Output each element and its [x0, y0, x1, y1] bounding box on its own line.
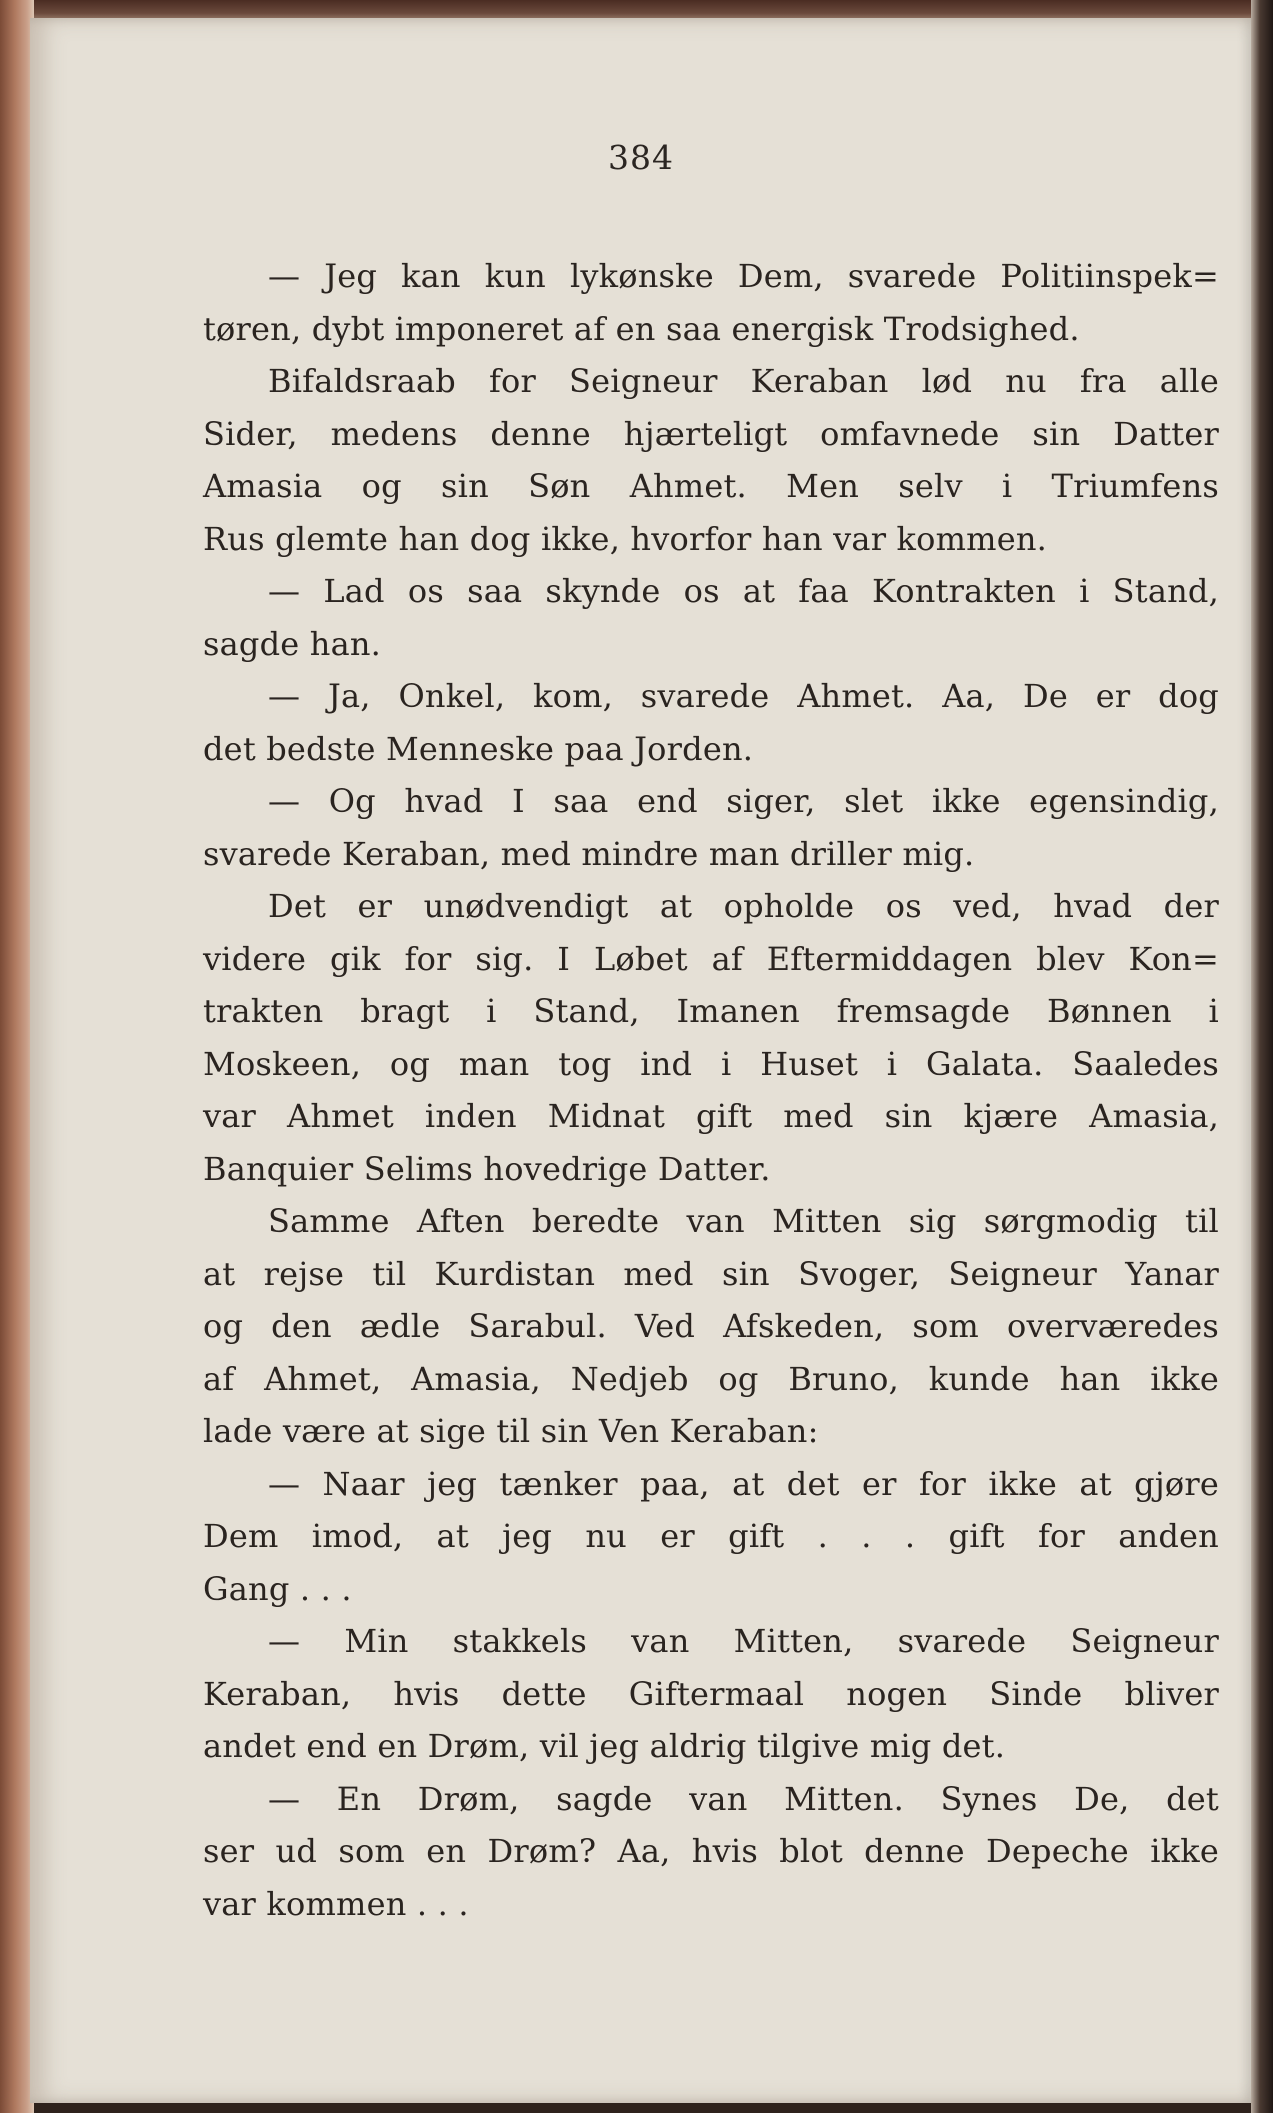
book-page — [30, 18, 1252, 2103]
text-line: Gang . . . — [203, 1569, 352, 1608]
text-line: det bedste Menneske paa Jorden. — [203, 729, 754, 768]
text-line: at rejse til Kurdistan med sin Svoger, Seigneur Yanar — [203, 1254, 1219, 1293]
text-line: Keraban, hvis dette Giftermaal nogen Sinde bliver — [203, 1674, 1219, 1713]
text-line: trakten bragt i Stand, Imanen fremsagde Bønnen i — [203, 992, 1219, 1030]
text-line: videre gik for sig. I Løbet af Eftermiddagen blev Kon= — [203, 939, 1219, 978]
text-line: var kommen . . . — [203, 1884, 469, 1923]
text-line: Samme Aften beredte van Mitten sig sørgmodig til — [268, 1202, 1219, 1240]
text-line: var Ahmet inden Midnat gift med sin kjære Amasia, — [203, 1097, 1219, 1135]
book-spine-edge — [0, 0, 34, 2113]
body-text — [203, 250, 1219, 1930]
text-line: — Min stakkels van Mitten, svarede Seigneur — [268, 1622, 1219, 1660]
text-line: lade være at sige til sin Ven Keraban: — [203, 1412, 819, 1450]
text-line: Bifaldsraab for Seigneur Keraban lød nu fra alle — [268, 362, 1219, 400]
text-line: Amasia og sin Søn Ahmet. Men selv i Triumfens — [203, 467, 1219, 505]
text-line: — Naar jeg tænker paa, at det er for ikke at gjøre — [268, 1464, 1219, 1503]
text-line: Rus glemte han dog ikke, hvorfor han var kommen. — [203, 519, 1048, 558]
text-line: sagde han. — [203, 624, 382, 663]
text-line: af Ahmet, Amasia, Nedjeb og Bruno, kunde han ikke — [203, 1359, 1219, 1398]
page-number: 384 — [608, 138, 674, 177]
text-line: Moskeen, og man tog ind i Huset i Galata. Saaledes — [203, 1044, 1219, 1083]
text-line: og den ædle Sarabul. Ved Afskeden, som overværedes — [203, 1307, 1219, 1345]
text-line: Det er unødvendigt at opholde os ved, hvad der — [268, 887, 1219, 925]
text-line: — Og hvad I saa end siger, slet ikke egensindig, — [268, 782, 1219, 820]
text-line: — En Drøm, sagde van Mitten. Synes De, det — [268, 1779, 1219, 1818]
text-line: ser ud som en Drøm? Aa, hvis blot denne Depeche ikke — [203, 1832, 1219, 1870]
text-line: Dem imod, at jeg nu er gift . . . gift for anden — [203, 1517, 1219, 1555]
text-line: — Lad os saa skynde os at faa Kontrakten i Stand, — [268, 572, 1219, 610]
text-line: Sider, medens denne hjærteligt omfavnede sin Datter — [203, 414, 1219, 453]
text-line: — Jeg kan kun lykønske Dem, svarede Politiinspek= — [268, 257, 1219, 295]
text-line: Banquier Selims hovedrige Datter. — [203, 1149, 771, 1188]
text-line: tøren, dybt imponeret af en saa energisk Trodsighed. — [203, 309, 1080, 348]
text-line: — Ja, Onkel, kom, svarede Ahmet. Aa, De er dog — [268, 677, 1219, 715]
text-line: svarede Keraban, med mindre man driller mig. — [203, 834, 975, 873]
page-right-edge — [1251, 0, 1273, 2113]
text-line: andet end en Drøm, vil jeg aldrig tilgive mig det. — [203, 1727, 1006, 1765]
